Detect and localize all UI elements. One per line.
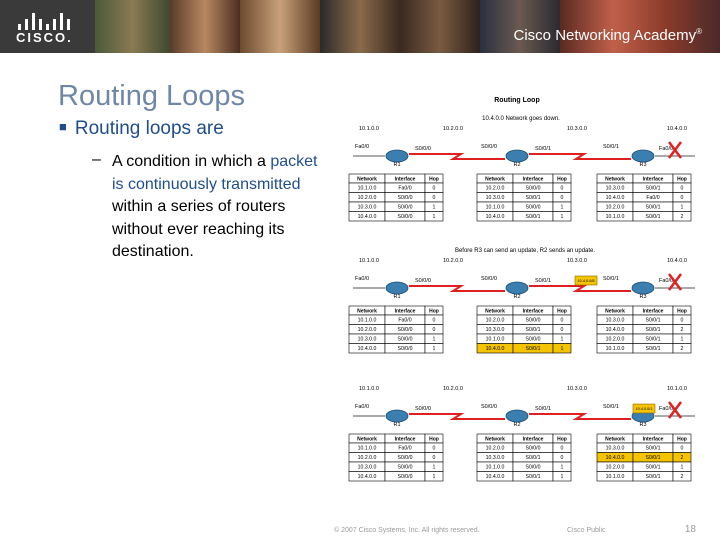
- table-cell-value: 1: [560, 464, 564, 471]
- table-cell-value: S0/0/0: [397, 327, 413, 334]
- router-label: R1: [393, 294, 401, 300]
- table-cell-value: 1: [560, 346, 564, 353]
- table-cell-value: 0: [432, 195, 436, 202]
- table-cell-value: S0/0/1: [645, 327, 661, 334]
- interface-label: Fa0/0: [355, 144, 370, 150]
- table-cell-value: Fa0/0: [398, 445, 412, 452]
- table-cell-value: Fa0/0: [398, 317, 412, 324]
- table-cell-value: S0/0/1: [645, 204, 661, 211]
- cisco-logo-bars-icon: [18, 10, 70, 30]
- router-label: R1: [393, 162, 401, 168]
- network-label: 10.1.0.0: [359, 126, 379, 132]
- table-cell-value: 10.3.0.0: [357, 204, 377, 211]
- table-cell-value: 1: [680, 204, 684, 211]
- table-header-label: Hop: [429, 308, 439, 315]
- table-cell-value: 0: [432, 327, 436, 334]
- interface-label: S0/0/1: [535, 146, 551, 152]
- bullet-routing-loops: ■ Routing loops are: [59, 118, 224, 139]
- router-icon: [386, 150, 408, 162]
- router-icon: [632, 150, 654, 162]
- table-cell-value: Fa0/0: [646, 195, 660, 202]
- table-cell-value: S0/0/1: [645, 455, 661, 462]
- table-cell-value: S0/0/1: [645, 474, 661, 481]
- table-cell-value: 10.3.0.0: [605, 185, 625, 192]
- table-cell-value: 10.1.0.0: [605, 474, 625, 481]
- interface-label: S0/0/1: [535, 278, 551, 284]
- table-header-label: Interface: [394, 176, 416, 183]
- table-cell-value: 0: [432, 455, 436, 462]
- interface-label: Fa0/0: [355, 276, 370, 282]
- router-icon: [506, 282, 528, 294]
- table-cell-value: 0: [680, 445, 684, 452]
- table-cell-value: 1: [680, 464, 684, 471]
- table-cell-value: S0/0/1: [645, 185, 661, 192]
- table-cell-value: S0/0/0: [397, 204, 413, 211]
- table-header-label: Network: [485, 436, 505, 443]
- table-cell-value: S0/0/0: [397, 336, 413, 343]
- table-header-label: Interface: [522, 308, 544, 315]
- table-cell-value: 10.1.0.0: [485, 464, 505, 471]
- table-cell-value: S0/0/0: [525, 204, 541, 211]
- table-cell-value: 1: [432, 204, 436, 211]
- table-cell-value: 1: [560, 214, 564, 221]
- table-cell-value: S0/0/1: [645, 317, 661, 324]
- table-cell-value: S0/0/0: [397, 195, 413, 202]
- update-flag-label: 10.4.0.0/1: [635, 407, 653, 411]
- table-cell-value: 10.4.0.0: [605, 195, 625, 202]
- header-photo-4: [320, 0, 400, 53]
- router-label: R2: [513, 422, 521, 428]
- table-cell-value: S0/0/0: [525, 464, 541, 471]
- router-label: R1: [393, 422, 401, 428]
- table-cell-value: S0/0/1: [645, 464, 661, 471]
- interface-label: S0/0/0: [415, 146, 431, 152]
- router-icon: [506, 410, 528, 422]
- table-header-label: Interface: [394, 308, 416, 315]
- interface-label: S0/0/0: [415, 406, 431, 412]
- table-header-label: Network: [357, 436, 377, 443]
- table-cell-value: 10.2.0.0: [485, 185, 505, 192]
- table-cell-value: 2: [680, 346, 684, 353]
- table-cell-value: 0: [560, 195, 564, 202]
- table-cell-value: S0/0/1: [525, 327, 541, 334]
- network-label: 10.1.0.0: [667, 386, 687, 392]
- table-header-label: Network: [605, 176, 625, 183]
- table-cell-value: 10.3.0.0: [605, 445, 625, 452]
- table-cell-value: Fa0/0: [398, 185, 412, 192]
- table-header-label: Hop: [677, 308, 687, 315]
- table-cell-value: 1: [560, 336, 564, 343]
- table-cell-value: 10.4.0.0: [357, 214, 377, 221]
- router-label: R2: [513, 294, 521, 300]
- table-header-label: Interface: [522, 176, 544, 183]
- table-cell-value: 0: [680, 185, 684, 192]
- table-cell-value: S0/0/1: [645, 336, 661, 343]
- router-label: R3: [639, 162, 647, 168]
- table-cell-value: 0: [432, 445, 436, 452]
- table-header-label: Network: [485, 176, 505, 183]
- table-cell-value: 10.3.0.0: [357, 336, 377, 343]
- table-cell-value: 10.3.0.0: [485, 455, 505, 462]
- network-label: 10.3.0.0: [567, 126, 587, 132]
- table-cell-value: 10.3.0.0: [357, 464, 377, 471]
- header-photo-5: [400, 0, 480, 53]
- table-cell-value: 0: [560, 185, 564, 192]
- interface-label: S0/0/0: [481, 276, 497, 282]
- header-banner: [0, 0, 720, 53]
- table-cell-value: 10.1.0.0: [485, 336, 505, 343]
- footer-copyright: © 2007 Cisco Systems, Inc. All rights reserved.: [334, 527, 480, 534]
- table-header-label: Hop: [677, 436, 687, 443]
- table-cell-value: S0/0/1: [645, 445, 661, 452]
- header-photo-3: [240, 0, 320, 53]
- network-label: 10.4.0.0: [667, 258, 687, 264]
- update-note: Before R3 can send an update, R2 sends an update.: [454, 248, 596, 254]
- table-header-label: Hop: [557, 176, 567, 183]
- table-cell-value: S0/0/1: [525, 474, 541, 481]
- cisco-logo-text: CISCO.: [16, 30, 73, 45]
- routing-loop-definition: A condition in which a packet is continuously transmitted within a series of routers without ever reaching its destination.: [112, 153, 318, 260]
- router-icon: [632, 282, 654, 294]
- network-down-note: 10.4.0.0 Network goes down.: [482, 116, 560, 122]
- table-cell-value: 2: [680, 474, 684, 481]
- table-cell-value: 10.1.0.0: [485, 204, 505, 211]
- cisco-logo: [16, 10, 72, 44]
- interface-label: Fa0/0: [355, 404, 370, 410]
- interface-label: S0/0/1: [535, 406, 551, 412]
- table-cell-value: 10.2.0.0: [605, 464, 625, 471]
- router-icon: [506, 150, 528, 162]
- network-label: 10.2.0.0: [443, 386, 463, 392]
- table-cell-value: 1: [432, 474, 436, 481]
- interface-label: S0/0/1: [603, 276, 619, 282]
- table-cell-value: 2: [680, 455, 684, 462]
- table-header-label: Interface: [642, 308, 664, 315]
- table-cell-value: 0: [432, 185, 436, 192]
- network-label: 10.1.0.0: [359, 386, 379, 392]
- table-cell-value: 10.4.0.0: [485, 214, 505, 221]
- table-cell-value: S0/0/1: [525, 195, 541, 202]
- table-cell-value: S0/0/0: [397, 346, 413, 353]
- interface-label: S0/0/0: [415, 278, 431, 284]
- table-cell-value: 10.1.0.0: [357, 317, 377, 324]
- table-cell-value: S0/0/0: [525, 336, 541, 343]
- update-flag-label: 10.4.0.0/8: [577, 279, 595, 283]
- router-icon: [386, 282, 408, 294]
- interface-label: S0/0/1: [603, 404, 619, 410]
- header-photo-1: [95, 0, 170, 53]
- table-cell-value: 10.2.0.0: [605, 204, 625, 211]
- table-header-label: Interface: [642, 176, 664, 183]
- table-cell-value: 10.1.0.0: [605, 346, 625, 353]
- table-cell-value: 10.1.0.0: [605, 214, 625, 221]
- table-header-label: Hop: [429, 436, 439, 443]
- network-label: 10.1.0.0: [359, 258, 379, 264]
- table-cell-value: 1: [432, 464, 436, 471]
- table-cell-value: 1: [680, 336, 684, 343]
- table-cell-value: 1: [560, 474, 564, 481]
- table-cell-value: S0/0/1: [525, 346, 541, 353]
- table-cell-value: 0: [560, 445, 564, 452]
- table-cell-value: S0/0/0: [525, 185, 541, 192]
- table-header-label: Hop: [557, 436, 567, 443]
- interface-label: Fa0/0: [659, 406, 674, 412]
- table-cell-value: 10.2.0.0: [485, 445, 505, 452]
- router-icon: [386, 410, 408, 422]
- table-cell-value: 1: [432, 336, 436, 343]
- table-cell-value: S0/0/0: [397, 464, 413, 471]
- table-header-label: Hop: [677, 176, 687, 183]
- table-cell-value: 10.2.0.0: [485, 317, 505, 324]
- interface-label: S0/0/1: [603, 144, 619, 150]
- table-header-label: Network: [357, 308, 377, 315]
- table-header-label: Interface: [642, 436, 664, 443]
- header-photo-2: [170, 0, 240, 53]
- table-header-label: Hop: [429, 176, 439, 183]
- page-number: 18: [684, 524, 696, 535]
- table-cell-value: 10.4.0.0: [357, 474, 377, 481]
- table-cell-value: 0: [560, 327, 564, 334]
- table-cell-value: 2: [680, 327, 684, 334]
- routing-loop-diagram: [345, 92, 707, 500]
- table-cell-value: 1: [560, 204, 564, 211]
- table-cell-value: 10.4.0.0: [485, 346, 505, 353]
- router-label: R2: [513, 162, 521, 168]
- table-header-label: Hop: [557, 308, 567, 315]
- table-header-label: Network: [605, 436, 625, 443]
- table-cell-value: 1: [432, 346, 436, 353]
- interface-label: Fa0/0: [659, 146, 674, 152]
- table-cell-value: S0/0/0: [525, 445, 541, 452]
- network-label: 10.3.0.0: [567, 386, 587, 392]
- table-cell-value: 10.2.0.0: [357, 195, 377, 202]
- sub-bullet-dash: –: [92, 151, 101, 168]
- table-cell-value: 10.4.0.0: [605, 455, 625, 462]
- table-cell-value: S0/0/0: [397, 474, 413, 481]
- table-header-label: Network: [485, 308, 505, 315]
- table-cell-value: S0/0/1: [525, 455, 541, 462]
- academy-text: Cisco Networking Academy®: [513, 27, 702, 44]
- table-cell-value: 10.3.0.0: [485, 327, 505, 334]
- network-label: 10.2.0.0: [443, 126, 463, 132]
- table-cell-value: 10.3.0.0: [605, 317, 625, 324]
- network-label: 10.3.0.0: [567, 258, 587, 264]
- slide-title: Routing Loops: [58, 80, 246, 112]
- network-label: 10.2.0.0: [443, 258, 463, 264]
- table-cell-value: 10.2.0.0: [357, 455, 377, 462]
- table-cell-value: S0/0/1: [645, 346, 661, 353]
- table-cell-value: 10.2.0.0: [605, 336, 625, 343]
- table-header-label: Network: [605, 308, 625, 315]
- network-label: 10.4.0.0: [667, 126, 687, 132]
- table-cell-value: 0: [680, 195, 684, 202]
- interface-label: Fa0/0: [659, 278, 674, 284]
- table-cell-value: 10.4.0.0: [605, 327, 625, 334]
- diagram-title: Routing Loop: [494, 97, 540, 104]
- table-cell-value: S0/0/1: [645, 214, 661, 221]
- table-header-label: Interface: [394, 436, 416, 443]
- table-cell-value: S0/0/1: [525, 214, 541, 221]
- square-bullet-icon: ■: [59, 119, 67, 134]
- table-cell-value: 10.2.0.0: [357, 327, 377, 334]
- table-cell-value: 10.4.0.0: [485, 474, 505, 481]
- router-label: R3: [639, 294, 647, 300]
- interface-label: S0/0/0: [481, 144, 497, 150]
- table-cell-value: 10.3.0.0: [485, 195, 505, 202]
- router-label: R3: [639, 422, 647, 428]
- table-cell-value: 0: [432, 317, 436, 324]
- table-cell-value: S0/0/0: [397, 455, 413, 462]
- table-cell-value: S0/0/0: [525, 317, 541, 324]
- table-cell-value: S0/0/0: [397, 214, 413, 221]
- table-cell-value: 10.4.0.0: [357, 346, 377, 353]
- table-header-label: Interface: [522, 436, 544, 443]
- table-cell-value: 10.1.0.0: [357, 445, 377, 452]
- interface-label: S0/0/0: [481, 404, 497, 410]
- table-cell-value: 0: [560, 455, 564, 462]
- table-cell-value: 10.1.0.0: [357, 185, 377, 192]
- table-cell-value: 0: [560, 317, 564, 324]
- table-cell-value: 1: [432, 214, 436, 221]
- table-cell-value: 2: [680, 214, 684, 221]
- table-cell-value: 0: [680, 317, 684, 324]
- table-header-label: Network: [357, 176, 377, 183]
- footer-classification: Cisco Public: [567, 527, 606, 534]
